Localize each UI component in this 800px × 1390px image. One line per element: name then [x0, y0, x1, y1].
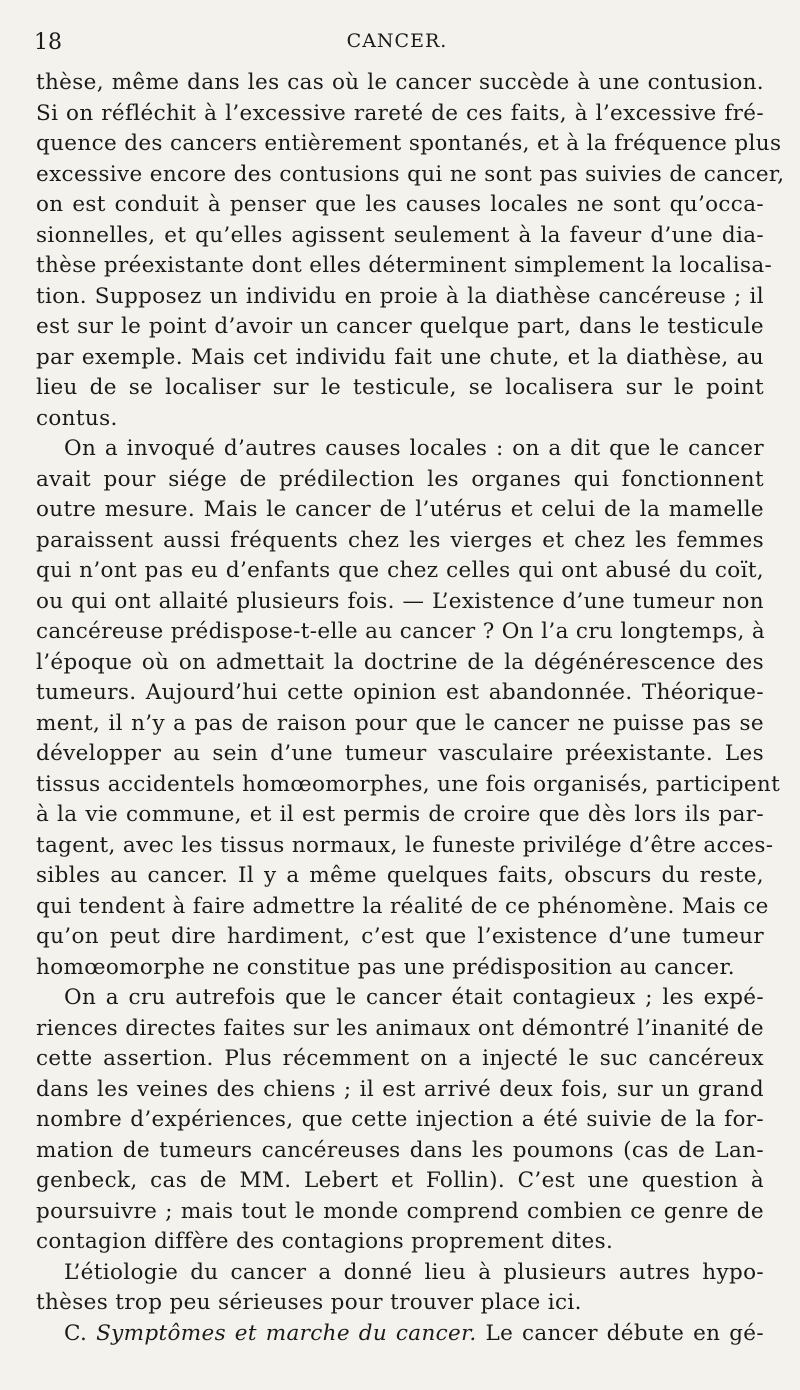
text-line: nombre d’expériences, que cette injection a été suivie de la for- — [36, 1107, 764, 1132]
body-text — [36, 68, 785, 1349]
text-line: tion. Supposez un individu en proie à la diathèse cancéreuse ; il — [36, 283, 764, 309]
text-line: mation de tumeurs cancéreuses dans les poumons (cas de Lan- — [36, 1137, 764, 1163]
text-line: qui tendent à faire admettre la réalité de ce phénomène. Mais ce — [36, 893, 769, 919]
text-line: genbeck, cas de MM. Lebert et Follin). C’est une question à — [36, 1168, 764, 1193]
text-line: l’époque où on admettait la doctrine de la dégénérescence des — [36, 649, 764, 675]
text-line: ou qui ont allaité plusieurs fois. — L’existence d’une tumeur non — [36, 588, 764, 614]
text-line: est sur le point d’avoir un cancer quelque part, dans le testicule — [36, 314, 764, 339]
section-text: Le cancer débute en gé- — [485, 1320, 764, 1346]
text-line: cette assertion. Plus récemment on a injecté le suc cancéreux — [36, 1046, 764, 1071]
section-heading: Symptômes et marche du cancer. — [96, 1320, 477, 1346]
text-line: développer au sein d’une tumeur vasculaire préexistante. Les — [36, 741, 764, 766]
section-label: C. — [64, 1320, 88, 1346]
text-line: à la vie commune, et il est permis de croire que dès lors ils par- — [36, 802, 764, 827]
text-line: tumeurs. Aujourd’hui cette opinion est abandonnée. Théorique- — [36, 680, 764, 705]
text-line: sibles au cancer. Il y a même quelques faits, obscurs du reste, — [36, 863, 764, 888]
page-number: 18 — [34, 30, 62, 55]
text-line: ment, il n’y a pas de raison pour que le cancer ne puisse pas se — [36, 710, 764, 736]
text-line: thèse préexistante dont elles déterminent simplement la localisa- — [36, 253, 773, 278]
running-head — [34, 30, 760, 64]
text-line: dans les veines des chiens ; il est arrivé deux fois, sur un grand — [36, 1076, 764, 1102]
text-line: sionnelles, et qu’elles agissent seulement à la faveur d’une dia- — [36, 222, 764, 248]
paragraph-start: On a cru autrefois que le cancer était contagieux ; les expé- — [64, 985, 764, 1010]
text-line: contagion diffère des contagions proprement dites. — [36, 1229, 614, 1254]
paragraph-start: On a invoqué d’autres causes locales : on a dit que le cancer — [64, 436, 764, 461]
text-line: cancéreuse prédispose-t-elle au cancer ? On l’a cru longtemps, à — [36, 619, 765, 644]
text-line: tissus accidentels homœomorphes, une fois organisés, participent — [36, 771, 781, 797]
running-title: CANCER. — [346, 30, 448, 52]
text-line: tagent, avec les tissus normaux, le funeste privilége d’être acces- — [36, 832, 774, 858]
text-line: Si on réfléchit à l’excessive rareté de ces faits, à l’excessive fré- — [36, 100, 764, 126]
text-line: qui n’ont pas eu d’enfants que chez celles qui ont abusé du coït, — [36, 558, 764, 583]
text-line: riences directes faites sur les animaux ont démontré l’inanité de — [36, 1015, 764, 1041]
paragraph-start: L’étiologie du cancer a donné lieu à plusieurs autres hypo- — [64, 1259, 764, 1285]
text-line: poursuivre ; mais tout le monde comprend combien ce genre de — [36, 1198, 764, 1224]
text-line: quence des cancers entièrement spontanés, et à la fréquence plus — [36, 131, 782, 156]
text-line: qu’on peut dire hardiment, c’est que l’existence d’une tumeur — [36, 924, 764, 949]
text-line: outre mesure. Mais le cancer de l’utérus et celui de la mamelle — [36, 497, 764, 522]
text-line: par exemple. Mais cet individu fait une chute, et la diathèse, au — [36, 344, 764, 370]
text-line: on est conduit à penser que les causes locales ne sont qu’occa- — [36, 192, 764, 217]
text-line: excessive encore des contusions qui ne sont pas suivies de cancer, — [36, 161, 785, 187]
text-line: lieu de se localiser sur le testicule, se localisera sur le point — [36, 375, 764, 400]
text-line: avait pour siége de prédilection les organes qui fonctionnent — [36, 466, 764, 492]
text-line: thèse, même dans les cas où le cancer succède à une contusion. — [36, 70, 764, 95]
text-line: paraissent aussi fréquents chez les vierges et chez les femmes — [36, 527, 764, 553]
text-line: contus. — [36, 405, 118, 431]
section-start-line — [36, 1319, 764, 1350]
text-line: thèses trop peu sérieuses pour trouver place ici. — [36, 1290, 582, 1315]
text-line: homœomorphe ne constitue pas une prédisposition au cancer. — [36, 954, 735, 980]
